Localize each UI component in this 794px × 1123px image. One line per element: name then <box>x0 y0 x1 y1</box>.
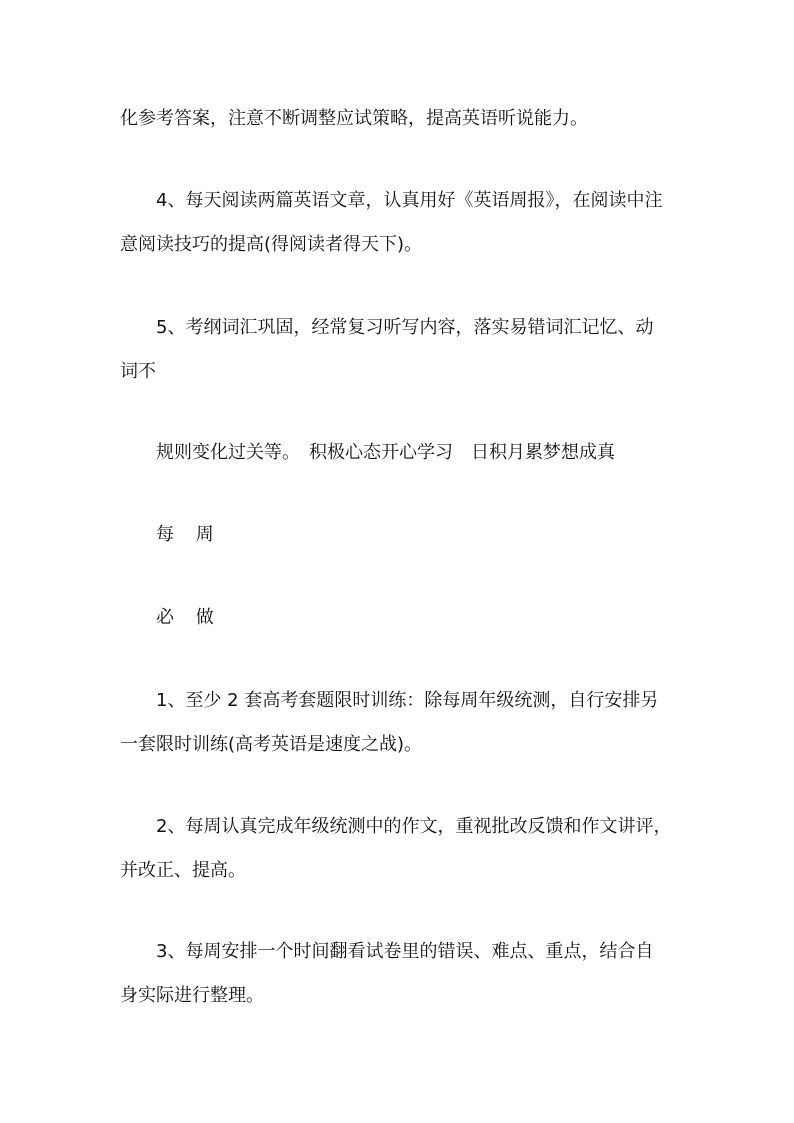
text-line: 化参考答案，注意不断调整应试策略，提高英语听说能力。 <box>120 108 588 129</box>
text-line: 身实际进行整理。 <box>120 985 264 1006</box>
text-line: 3、每周安排一个时间翻看试卷里的错误、难点、重点，结合自 <box>156 941 654 962</box>
text-line: 一套限时训练(高考英语是速度之战)。 <box>120 734 423 755</box>
text-line: 4、每天阅读两篇英语文章，认真用好《英语周报》，在阅读中注 <box>156 190 663 211</box>
text-line: 词不 <box>120 361 156 382</box>
text-line: 规则变化过关等。 积极心态开心学习 日积月累梦想成真 <box>156 442 615 463</box>
text-line: 2、每周认真完成年级统测中的作文，重视批改反馈和作文讲评， <box>156 816 672 837</box>
text-line: 1、至少 2 套高考套题限时训练：除每周年级统测，自行安排另 <box>156 690 659 711</box>
text-line: 意阅读技巧的提高(得阅读者得天下)。 <box>120 234 423 255</box>
section-heading: 必 做 <box>156 607 222 628</box>
section-heading: 每 周 <box>156 524 222 545</box>
text-line: 5、考纲词汇巩固，经常复习听写内容，落实易错词汇记忆、动 <box>156 317 654 338</box>
text-line: 并改正、提高。 <box>120 860 246 881</box>
